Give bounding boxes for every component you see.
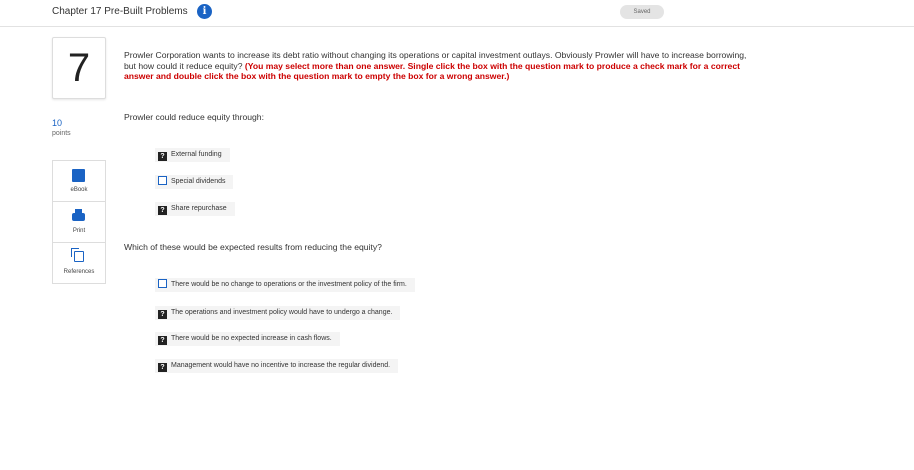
option-label: Management would have no incentive to increase the regular dividend. — [171, 362, 391, 369]
empty-checkbox[interactable] — [158, 279, 167, 288]
option-no-dividend-incentive[interactable] — [155, 359, 398, 373]
ebook-label: eBook — [70, 187, 88, 193]
empty-checkbox[interactable] — [158, 176, 167, 185]
option-no-change-operations[interactable] — [155, 278, 415, 292]
book-icon — [72, 169, 85, 182]
saved-status-badge: Saved — [620, 5, 664, 19]
option-no-cash-flow-increase[interactable] — [155, 332, 340, 346]
option-share-repurchase[interactable] — [155, 202, 235, 216]
assignment-title: Chapter 17 Pre-Built Problems — [52, 6, 188, 17]
question-mark-checkbox[interactable]: ? — [158, 336, 167, 345]
option-label: There would be no expected increase in cash flows. — [171, 335, 332, 342]
references-label: References — [63, 269, 95, 275]
part1-prompt: Prowler could reduce equity through: — [124, 112, 264, 122]
references-button[interactable] — [53, 243, 105, 283]
points-value: 10 — [52, 118, 63, 128]
question-mark-checkbox[interactable]: ? — [158, 363, 167, 372]
option-external-funding[interactable] — [155, 148, 230, 162]
option-label: Special dividends — [171, 178, 226, 185]
print-icon — [72, 213, 85, 221]
question-mark-checkbox[interactable]: ? — [158, 206, 167, 215]
print-button[interactable] — [53, 202, 105, 243]
question-mark-checkbox[interactable]: ? — [158, 310, 167, 319]
print-label: Print — [72, 228, 86, 234]
question-number: 7 — [52, 37, 106, 99]
option-label: Share repurchase — [171, 205, 227, 212]
question-instructions: (You may select more than one answer. Single click the box with the question mark to produce a check mark for a correct answer and double click the box with the question mark to empty the box for a wrong answer.) — [124, 60, 740, 81]
question-body: Prowler Corporation wants to increase its debt ratio without changing its operations or capital investment outlays. Obviously Prowler will have to increase borrowing, but how could it reduce equity? — [124, 50, 747, 71]
part2-prompt: Which of these would be expected results from reducing the equity? — [124, 242, 382, 252]
option-label: There would be no change to operations or the investment policy of the firm. — [171, 281, 407, 288]
question-mark-checkbox[interactable]: ? — [158, 152, 167, 161]
points-label: points — [52, 130, 71, 137]
ebook-button[interactable] — [53, 161, 105, 202]
question-text — [124, 50, 754, 82]
references-icon — [74, 251, 84, 262]
tool-panel — [52, 160, 106, 284]
option-label: External funding — [171, 151, 222, 158]
option-label: The operations and investment policy would have to undergo a change. — [171, 309, 393, 316]
option-special-dividends[interactable] — [155, 175, 233, 189]
top-bar — [0, 0, 914, 27]
info-icon[interactable]: i — [197, 4, 212, 19]
option-operations-change[interactable] — [155, 306, 400, 320]
